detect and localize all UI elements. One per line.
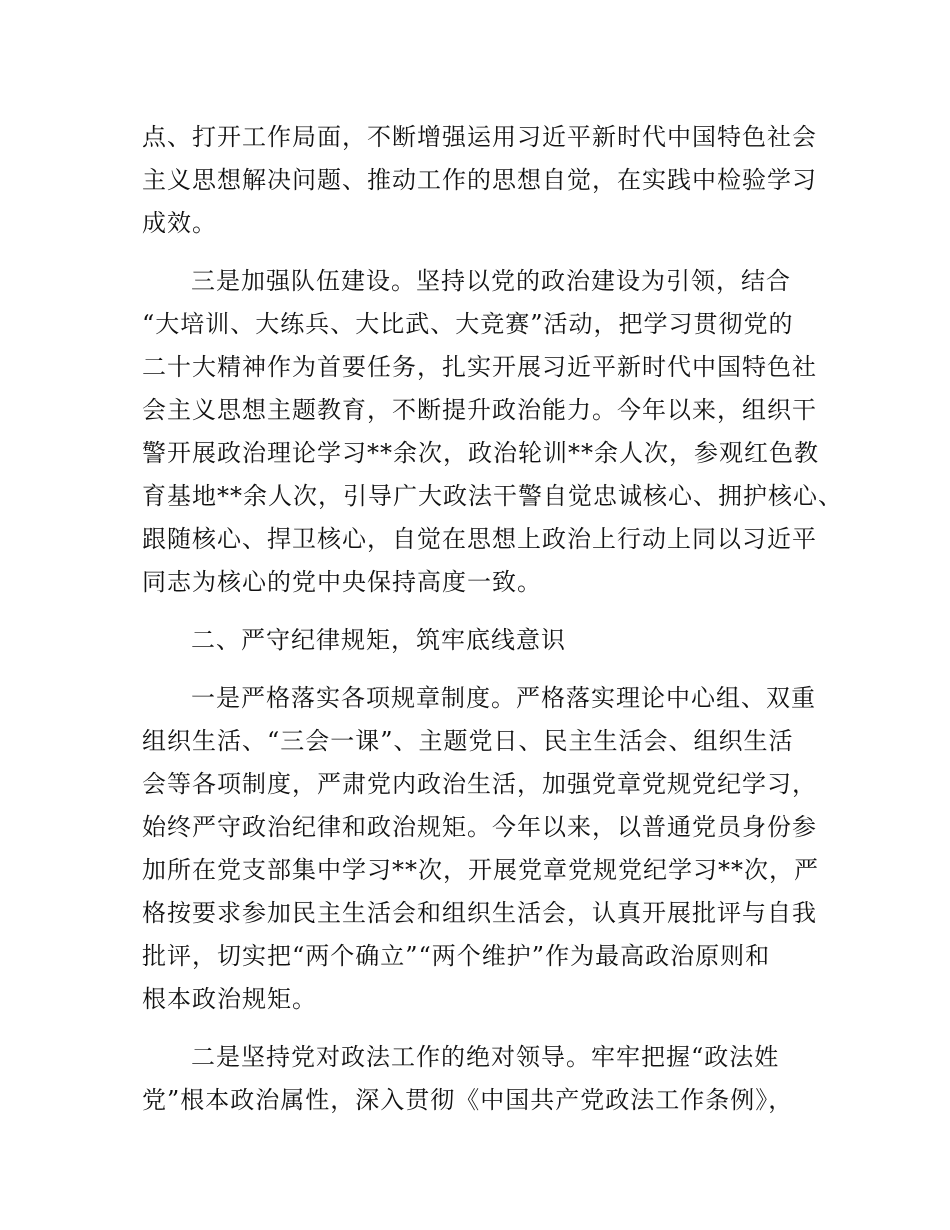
paragraph-line: 育基地**余人次，引导广大政法干警自觉忠诚核心、拥护核心、: [142, 482, 843, 510]
paragraph-line: 批评，切实把“两个确立”“两个维护”作为最高政治原则和: [142, 942, 771, 970]
paragraph-line: 同志为核心的党中央保持高度一致。: [142, 568, 542, 596]
paragraph-line: 跟随核心、捍卫核心，自觉在思想上政治上行动上同以习近平: [142, 525, 817, 553]
section-heading: 二、严守纪律规矩，筑牢底线意识: [191, 626, 566, 654]
paragraph-line: 成效。: [142, 209, 217, 237]
paragraph-line: “大培训、大练兵、大比武、大竞赛”活动，把学习贯彻党的: [142, 310, 794, 338]
paragraph-first-line: 二是坚持党对政法工作的绝对领导。牢牢把握“政法姓: [191, 1043, 780, 1071]
paragraph-line: 加所在党支部集中学习**次，开展党章党规党纪学习**次，严: [142, 856, 819, 884]
paragraph-line: 根本政治规矩。: [142, 985, 317, 1013]
paragraph-first-line: 一是严格落实各项规章制度。严格落实理论中心组、双重: [191, 684, 816, 712]
paragraph-first-line: 三是加强队伍建设。坚持以党的政治建设为引领，结合: [191, 267, 791, 295]
paragraph-line: 组织生活、“三会一课”、主题党日、民主生活会、组织生活: [142, 727, 794, 755]
paragraph-line: 始终严守政治纪律和政治规矩。今年以来，以普通党员身份参: [142, 813, 817, 841]
paragraph-line: 二十大精神作为首要任务，扎实开展习近平新时代中国特色社: [142, 353, 817, 381]
paragraph-line: 警开展政治理论学习**余次，政治轮训**余人次，参观红色教: [142, 439, 819, 467]
paragraph-line: 点、打开工作局面，不断增强运用习近平新时代中国特色社会: [142, 123, 817, 151]
paragraph-line: 党”根本政治属性，深入贯彻《中国共产党政法工作条例》，: [142, 1086, 794, 1114]
paragraph-line: 会等各项制度，严肃党内政治生活，加强党章党规党纪学习，: [142, 770, 817, 798]
paragraph-line: 主义思想解决问题、推动工作的思想自觉，在实践中检验学习: [142, 166, 817, 194]
paragraph-line: 格按要求参加民主生活会和组织生活会，认真开展批评与自我: [142, 899, 817, 927]
paragraph-line: 会主义思想主题教育，不断提升政治能力。今年以来，组织干: [142, 396, 817, 424]
